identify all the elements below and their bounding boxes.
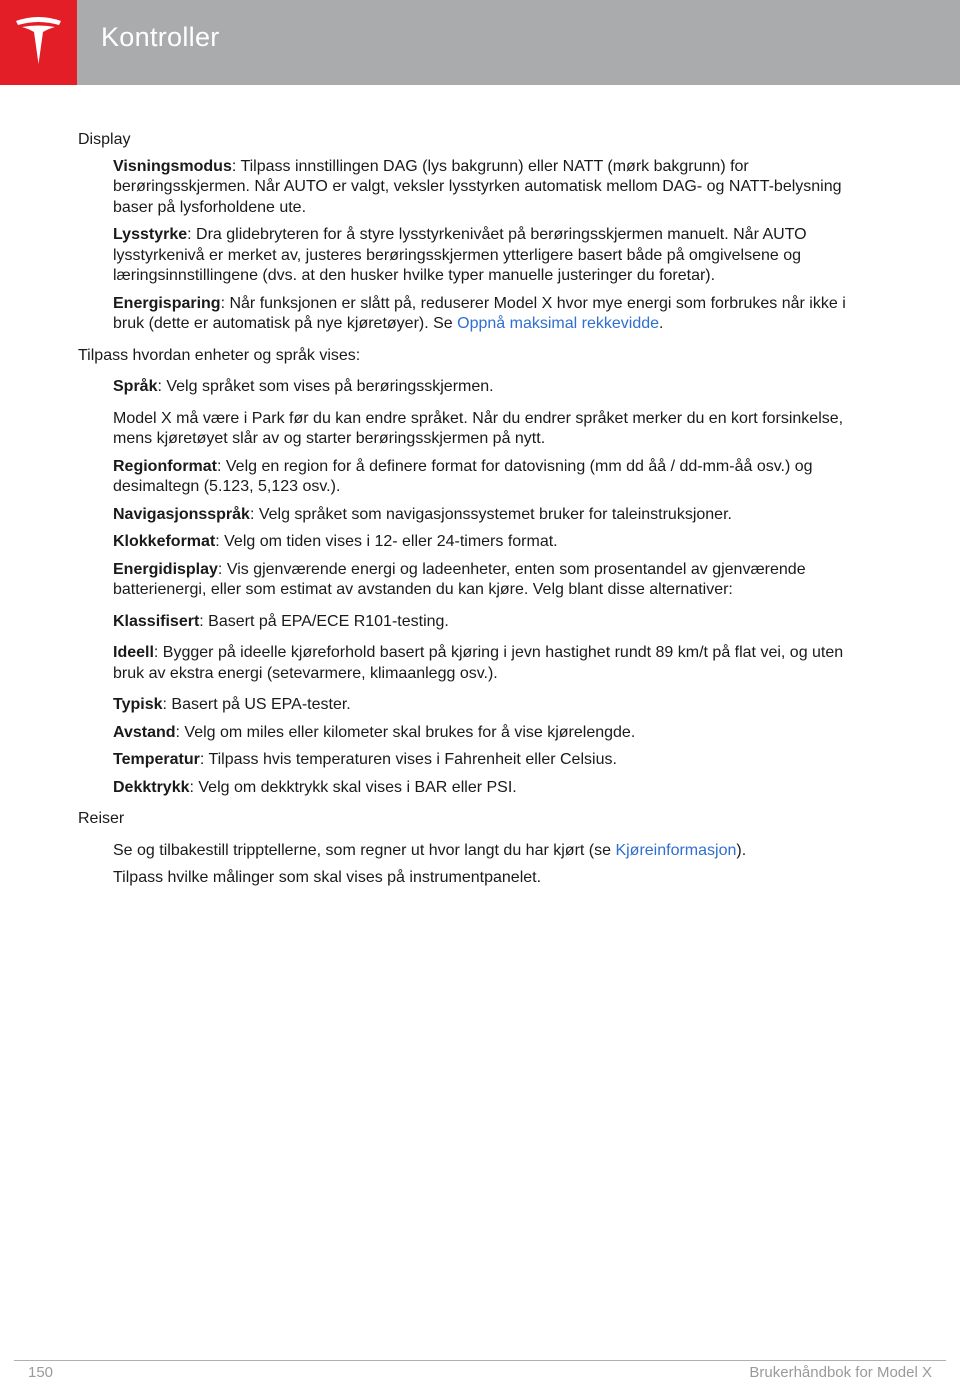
- link-kjoreinformasjon[interactable]: Kjøreinformasjon: [615, 841, 737, 859]
- reiser-paragraph-1: [113, 841, 878, 862]
- item-term: Klokkeformat: [113, 533, 216, 550]
- item-term: Energisparing: [113, 294, 221, 312]
- item-text: : Dra glidebryteren for å styre lysstyrkenivået på berøringsskjermen manuelt. Når AUTO lysstyrkenivå er merket av, justeres berøringsskjermen ytterligere basert både på omgivelsene og læringsinnstillingene (dvs. at den husker hvilke typer manuelle justeringer du foretar).: [113, 226, 807, 284]
- item-temperatur: [113, 750, 878, 771]
- item-lysstyrke: [113, 225, 878, 287]
- item-text: : Velg om dekktrykk skal vises i BAR eller PSI.: [189, 778, 517, 796]
- item-term: Regionformat: [113, 457, 217, 475]
- item-term: Navigasjonsspråk: [113, 505, 250, 523]
- item-term: Typisk: [113, 696, 163, 713]
- item-text: : Når funksjonen er slått på, reduserer Model X hvor mye energi som forbrukes når ikke i bruk (dette er automatisk på nye kjøretøyer). Se: [113, 294, 846, 332]
- item-text: : Velg om miles eller kilometer skal brukes for å vise kjørelengde.: [175, 723, 636, 741]
- sprak-note: Model X må være i Park før du kan endre språket. Når du endrer språket merker du en kort forsinkelse, mens kjøretøyet slår av og starter berøringsskjermen på nytt.: [113, 409, 844, 447]
- item-text: : Vis gjenværende energi og ladeenheter, enten som prosentandel av gjenværende batterienergi, eller som estimat av avstanden du kan kjøre. Velg blant disse alternativer:: [113, 560, 806, 598]
- item-text: : Basert på EPA/ECE R101-testing.: [199, 612, 449, 630]
- item-term: Språk: [113, 378, 158, 395]
- page-content: [78, 130, 878, 896]
- item-text: : Velg om tiden vises i 12- eller 24-timers format.: [215, 533, 558, 550]
- item-term: Temperatur: [113, 751, 200, 768]
- item-energidisplay: [113, 560, 878, 601]
- item-regionformat: [113, 457, 878, 498]
- item-energisparing: [113, 294, 878, 335]
- item-text: : Basert på US EPA-tester.: [162, 696, 351, 713]
- reiser-text: Se og tilbakestill tripptellerne, som regner ut hvor langt du har kjørt (se: [113, 841, 616, 859]
- item-sprak: [113, 377, 878, 398]
- item-klokkeformat: [113, 532, 878, 553]
- item-navigasjonssprak: [113, 505, 878, 526]
- item-text: : Tilpass hvis temperaturen vises i Fahrenheit eller Celsius.: [199, 751, 617, 768]
- link-max-range[interactable]: Oppnå maksimal rekkevidde: [457, 315, 660, 332]
- item-term: Avstand: [113, 723, 176, 741]
- item-text: : Velg en region for å definere format for datovisning (mm dd åå / dd-mm-åå osv.) og desimaltegn (5.123, 5,123 osv.).: [113, 457, 813, 495]
- page-number: 150: [28, 1364, 54, 1381]
- item-term: Ideell: [113, 644, 154, 661]
- item-text-end: .: [659, 315, 664, 332]
- item-klassifisert: [113, 612, 878, 633]
- item-term: Klassifisert: [113, 612, 200, 630]
- brand-logo-box: [0, 0, 77, 85]
- reiser-heading: Reiser: [78, 810, 125, 827]
- units-intro: Tilpass hvordan enheter og språk vises:: [78, 346, 361, 364]
- item-typisk: [113, 695, 878, 716]
- display-heading: Display: [78, 131, 131, 148]
- units-section: [113, 377, 878, 798]
- item-term: Dekktrykk: [113, 778, 190, 796]
- item-dekktrykk: [113, 778, 878, 799]
- reiser-text-end: ).: [736, 841, 747, 859]
- item-term: Visningsmodus: [113, 157, 232, 175]
- tesla-logo-icon: [14, 16, 63, 66]
- footer-title: Brukerhåndbok for Model X: [749, 1364, 932, 1381]
- page-header: [0, 0, 960, 85]
- reiser-section: [113, 841, 878, 889]
- section-title: Kontroller: [101, 22, 220, 52]
- item-text: : Tilpass innstillingen DAG (lys bakgrunn) eller NATT (mørk bakgrunn) for berøringsskjermen. Når AUTO er valgt, veksler lysstyrken automatisk mellom DAG- og NATT-belysning baser på lysforholdene ute.: [113, 157, 842, 216]
- item-ideell: [113, 643, 878, 684]
- item-term: Lysstyrke: [113, 226, 188, 243]
- display-section: [113, 157, 878, 335]
- reiser-paragraph-2: Tilpass hvilke målinger som skal vises på instrumentpanelet.: [113, 869, 542, 886]
- item-avstand: [113, 723, 878, 744]
- item-text: : Velg språket som vises på berøringsskjermen.: [157, 378, 494, 395]
- item-visningsmodus: [113, 157, 878, 219]
- item-text: : Velg språket som navigasjonssystemet bruker for taleinstruksjoner.: [249, 505, 732, 523]
- item-text: : Bygger på ideelle kjøreforhold basert på kjøring i jevn hastighet rundt 89 km/t på flat vei, og uten bruk av ekstra energi (setevarmere, klimaanlegg osv.).: [113, 644, 844, 682]
- item-term: Energidisplay: [113, 560, 218, 578]
- footer-divider: [14, 1360, 946, 1361]
